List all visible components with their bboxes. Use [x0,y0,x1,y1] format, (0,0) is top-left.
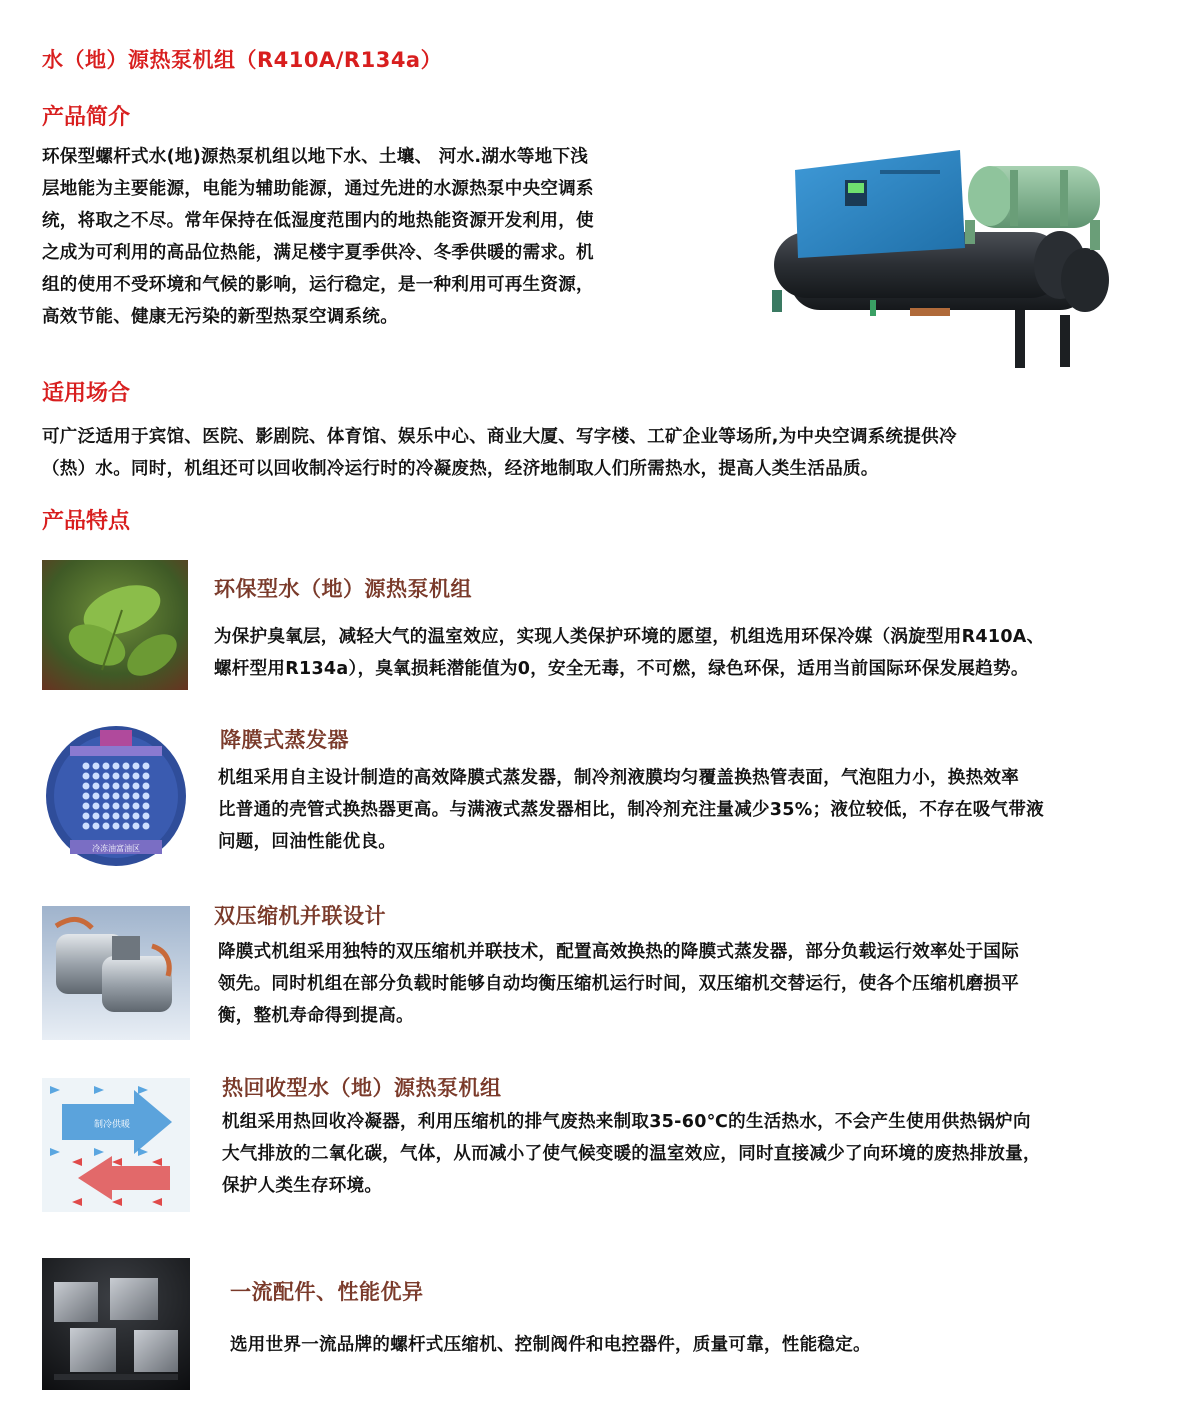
feature-description [230,1329,1190,1361]
heat-recovery-diagram-icon [42,1078,190,1212]
feature-title: 一流配件、性能优异 [230,1280,424,1304]
applications-line: 可广泛适用于宾馆、医院、影剧院、体育馆、娱乐中心、商业大厦、写字楼、工矿企业等场所,为中央空调系统提供冷 [42,427,957,447]
feature-line: 衡，整机寿命得到提高。 [218,1006,414,1026]
intro-line: 层地能为主要能源，电能为辅助能源，通过先进的水源热泵中央空调系 [42,179,594,199]
intro-line: 组的使用不受环境和气候的影响，运行稳定，是一种利用可再生资源， [42,275,594,295]
section-heading-applications: 适用场合 [42,381,131,406]
section-heading-features: 产品特点 [42,509,131,534]
feature-line: 螺杆型用R134a），臭氧损耗潜能值为0，安全无毒，不可燃，绿色环保，适用当前国际环保发展趋势。 [214,659,1029,679]
compressor-photo-icon [42,906,190,1040]
feature-description [218,936,1198,1032]
heat-pump-unit-image [760,140,1130,372]
feature-line: 为保护臭氧层，减轻大气的温室效应，实现人类保护环境的愿望，机组选用环保冷媒（涡旋型用R410A、 [214,627,1045,647]
intro-line: 高效节能、健康无污染的新型热泵空调系统。 [42,307,398,327]
evaporator-label: 冷冻油富油区 [92,844,140,853]
feature-title: 热回收型水（地）源热泵机组 [222,1076,502,1100]
feature-title: 环保型水（地）源热泵机组 [214,577,472,601]
feature-description [214,621,1194,685]
feature-line: 选用世界一流品牌的螺杆式压缩机、控制阀件和电控器件，质量可靠，性能稳定。 [230,1335,871,1355]
feature-description [222,1106,1197,1202]
feature-line: 领先。同时机组在部分负载时能够自动均衡压缩机运行时间，双压缩机交替运行，使各个压缩机磨损平 [218,974,1019,994]
feature-line: 比普通的壳管式换热器更高。与满液式蒸发器相比，制冷剂充注量减少35%；液位较低，不存在吸气带液 [218,800,1044,820]
heat-recovery-label: 制冷供暖 [93,1120,131,1130]
evaporator-diagram-icon [42,722,190,870]
intro-paragraph [42,141,742,333]
feature-title: 降膜式蒸发器 [220,728,349,752]
section-heading-intro: 产品简介 [42,105,131,130]
feature-line: 机组采用热回收冷凝器，利用压缩机的排气废热来制取35-60℃的生活热水，不会产生使用供热锅炉向 [222,1112,1031,1132]
feature-title: 双压缩机并联设计 [214,904,386,928]
feature-line: 问题，回油性能优良。 [218,832,396,852]
feature-line: 机组采用自主设计制造的高效降膜式蒸发器，制冷剂液膜均匀覆盖换热管表面，气泡阻力小，换热效率 [218,768,1019,788]
intro-line: 环保型螺杆式水(地)源热泵机组以地下水、土壤、 河水.湖水等地下浅 [42,147,589,167]
feature-line: 大气排放的二氧化碳，气体，从而减小了使气候变暖的温室效应，同时直接减少了向环境的废热排放量， [222,1144,1041,1164]
page-title: 水（地）源热泵机组（R410A/R134a） [42,48,443,72]
applications-paragraph [42,421,1192,485]
intro-line: 之成为可利用的高品位热能，满足楼宇夏季供冷、冬季供暖的需求。机 [42,243,594,263]
leaf-photo-icon [42,560,188,690]
feature-line: 降膜式机组采用独特的双压缩机并联技术，配置高效换热的降膜式蒸发器，部分负载运行效率处于国际 [218,942,1019,962]
intro-line: 统，将取之不尽。常年保持在低湿度范围内的地热能资源开发利用，使 [42,211,594,231]
components-photo-icon [42,1258,190,1390]
feature-line: 保护人类生存环境。 [222,1176,383,1196]
feature-description [218,762,1198,858]
applications-line: （热）水。同时，机组还可以回收制冷运行时的冷凝废热，经济地制取人们所需热水，提高人类生活品质。 [42,459,879,479]
